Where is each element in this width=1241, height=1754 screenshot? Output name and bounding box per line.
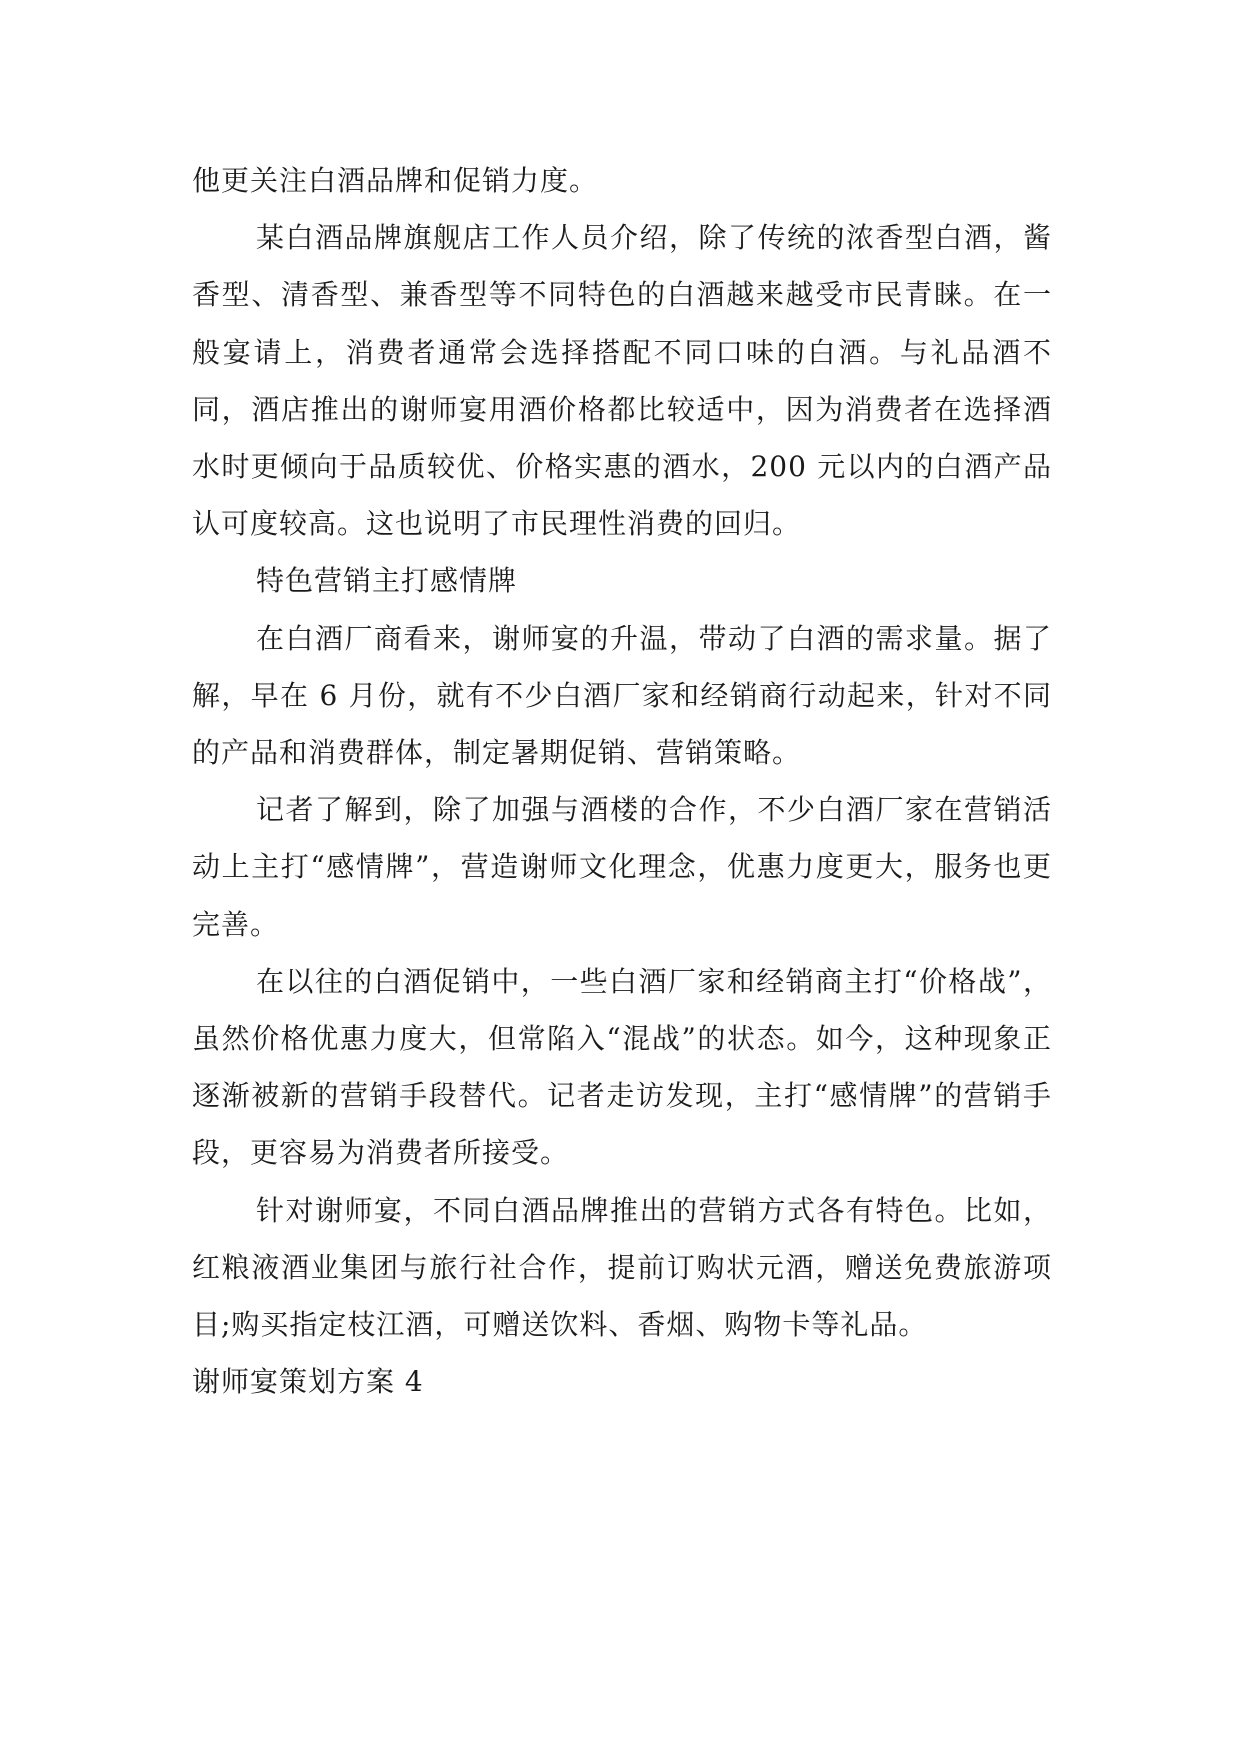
subheading-emotional-marketing: 特色营销主打感情牌: [256, 564, 518, 598]
paragraph-price-war: 在以往的白酒促销中，一些白酒厂家和经销商主打“价格战”，虽然价格优惠力度大，但常陷入“混战”的状态。如今，这种现象正逐渐被新的营销手段替代。记者走访发现，主打“感情牌”的营销手段，更容易为消费者所接受。: [192, 964, 1052, 1170]
paragraph-continuation: 他更关注白酒品牌和促销力度。: [192, 164, 599, 197]
paragraph-reporter-findings: 记者了解到，除了加强与酒楼的合作，不少白酒厂家在营销活动上主打“感情牌”，营造谢师文化理念，优惠力度更大，服务也更完善。: [192, 793, 1052, 941]
document-body: [192, 152, 1052, 1410]
section-title-plan-4: 谢师宴策划方案 4: [192, 1365, 424, 1399]
paragraph-manufacturers: 在白酒厂商看来，谢师宴的升温，带动了白酒的需求量。据了解，早在 6 月份，就有不少白酒厂家和经销商行动起来，针对不同的产品和消费群体，制定暑期促销、营销策略。: [192, 621, 1052, 770]
paragraph-brand-examples: 针对谢师宴，不同白酒品牌推出的营销方式各有特色。比如，红粮液酒业集团与旅行社合作，提前订购状元酒，赠送免费旅游项目;购买指定枝江酒，可赠送饮料、香烟、购物卡等礼品。: [192, 1193, 1052, 1342]
paragraph-flagship-store: 某白酒品牌旗舰店工作人员介绍，除了传统的浓香型白酒，酱香型、清香型、兼香型等不同特色的白酒越来越受市民青睐。在一般宴请上，消费者通常会选择搭配不同口味的白酒。与礼品酒不同，酒店推出的谢师宴用酒价格都比较适中，因为消费者在选择酒水时更倾向于品质较优、价格实惠的酒水，200 元以内的白酒产品认可度较高。这也说明了市民理性消费的回归。: [192, 221, 1052, 541]
